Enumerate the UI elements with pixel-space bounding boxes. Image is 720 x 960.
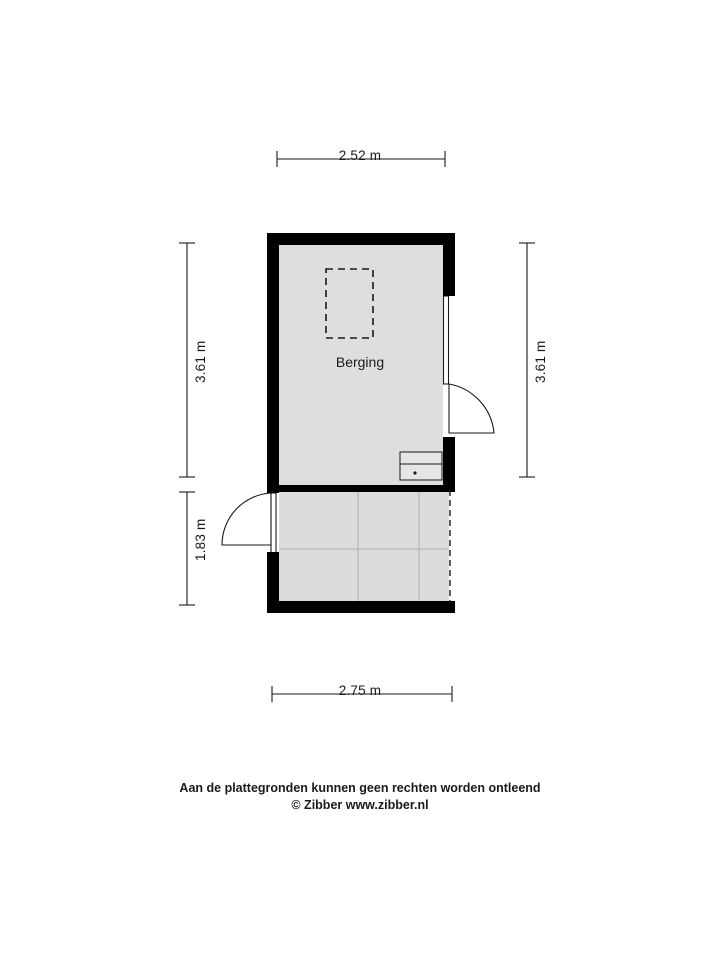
appliance-knob: [413, 471, 416, 474]
dimension-label-bottom: 2.75 m: [338, 683, 382, 698]
door-west: [222, 486, 279, 559]
footer-line-1: Aan de plattegronden kunnen geen rechten worden ontleend: [179, 781, 541, 795]
door-west-jamb-top: [267, 486, 279, 493]
appliance-unit: [400, 452, 442, 480]
door-east-leaf: [444, 296, 449, 384]
door-east-jamb-top: [443, 289, 455, 296]
footer-disclaimer: [0, 780, 720, 814]
dimension-label-right: 3.61 m: [533, 340, 548, 383]
dimension-label-left-lower: 1.83 m: [193, 518, 208, 561]
door-east-swing-arc: [449, 384, 494, 433]
room-label-berging: Berging: [335, 354, 385, 370]
dimension-label-top: 2.52 m: [338, 148, 382, 163]
terrace-top-wall: [279, 485, 455, 492]
terrace-bottom-wall: [267, 601, 455, 613]
terrace-area: [267, 485, 455, 613]
footer-line-2: © Zibber www.zibber.nl: [291, 798, 429, 812]
appliance-body: [400, 452, 442, 480]
door-west-jamb-bottom: [267, 552, 279, 559]
terrace-floor: [279, 492, 449, 601]
door-west-swing-arc: [222, 493, 271, 545]
door-west-leaf: [271, 493, 276, 557]
dimension-label-left-upper: 3.61 m: [193, 340, 208, 383]
door-east-jamb-bottom: [443, 437, 455, 444]
